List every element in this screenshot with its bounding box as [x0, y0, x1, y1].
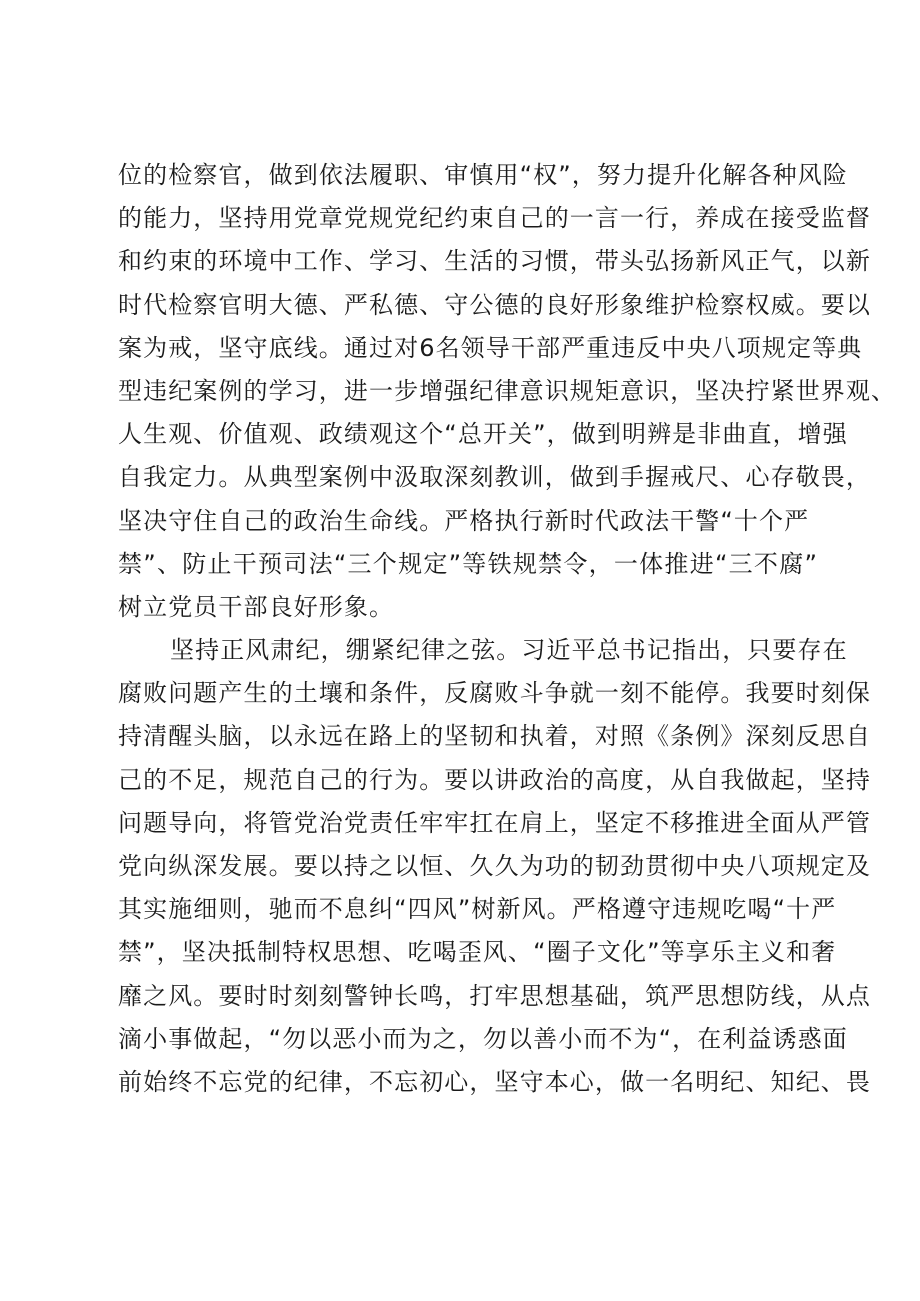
- text-line: 位的检察官，做到依法履职、审慎用“权”，努力提升化解各种风险: [118, 161, 848, 189]
- text-line: 自我定力。从典型案例中汲取深刻教训，做到手握戒尺、心存敬畏，: [118, 463, 871, 492]
- text-line: 己的不足，规范自己的行为。要以讲政治的高度，从自我做起，坚持: [118, 765, 871, 794]
- text-line: 案为戒，坚守底线。通过对6名领导干部严重违反中央八项规定等典: [118, 333, 863, 362]
- text-line: 坚持正风肃纪，绷紧纪律之弦。习近平总书记指出，只要存在: [170, 636, 848, 665]
- text-line: 前始终不忘党的纪律，不忘初心，坚守本心，做一名明纪、知纪、畏: [118, 1067, 871, 1096]
- text-line: 和约束的环境中工作、学习、生活的习惯，带头弘扬新风正气，以新: [118, 247, 871, 276]
- text-line: 禁”、防止干预司法“三个规定”等铁规禁令，一体推进“三不腐”: [118, 549, 818, 578]
- paragraph-1: [118, 154, 897, 629]
- text-line: 时代检察官明大德、严私德、守公德的良好形象维护检察权威。要以: [118, 290, 871, 319]
- text-line: 树立党员干部良好形象。: [118, 592, 395, 621]
- text-line: 禁”，坚决抵制特权思想、吃喝歪风、“圈子文化”等享乐主义和奢: [118, 938, 837, 967]
- text-line: 腐败问题产生的土壤和条件，反腐败斗争就一刻不能停。我要时刻保: [118, 679, 871, 708]
- body-text: [118, 154, 897, 1104]
- text-line: 问题导向，将管党治党责任牢牢扛在肩上，坚定不移推进全面从严管: [118, 808, 871, 837]
- text-line: 的能力，坚持用党章党规党纪约束自己的一言一行，养成在接受监督: [118, 204, 871, 233]
- text-line: 坚决守住自己的政治生命线。严格执行新时代政法干警“十个严: [118, 506, 810, 535]
- text-line: 人生观、价值观、政绩观这个“总开关”，做到明辨是非曲直，增强: [118, 420, 848, 449]
- paragraph-2: [118, 629, 871, 1104]
- text-line: 党向纵深发展。要以持之以恒、久久为功的韧劲贯彻中央八项规定及: [118, 852, 871, 880]
- text-line: 滴小事做起，“勿以恶小而为之，勿以善小而不为“，在利益诱惑面: [118, 1024, 848, 1053]
- text-line: 靡之风。要时时刻刻警钟长鸣，打牢思想基础，筑严思想防线，从点: [118, 981, 871, 1010]
- text-line: 持清醒头脑，以永远在路上的坚韧和执着，对照《条例》深刻反思自: [118, 722, 871, 751]
- text-line: 其实施细则，驰而不息纠“四风”树新风。严格遵守违规吃喝“十严: [118, 895, 837, 924]
- text-line: 型违纪案例的学习，进一步增强纪律意识规矩意识，坚决拧紧世界观、: [118, 376, 897, 405]
